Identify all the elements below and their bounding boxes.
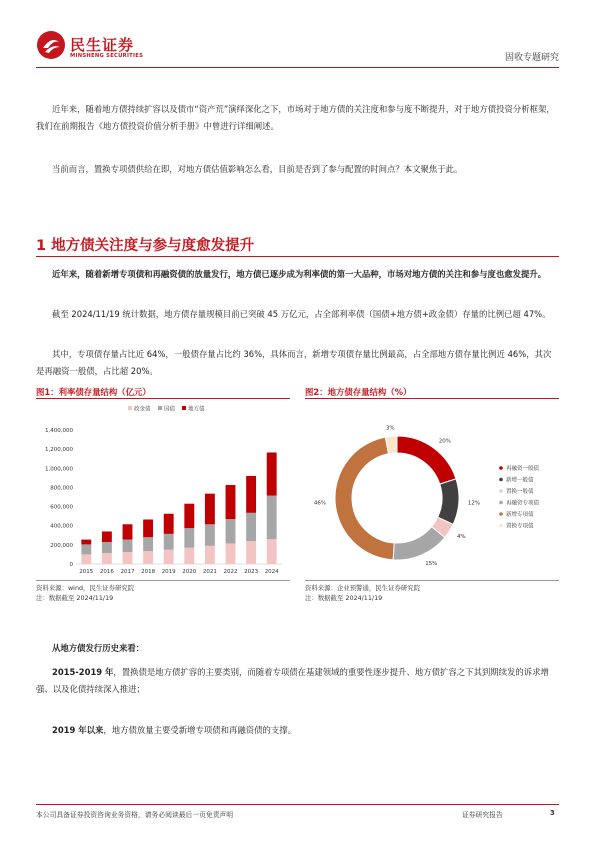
bar-国债-2023: [246, 513, 256, 541]
bar-政金债-2021: [205, 546, 215, 564]
brand-name-cn: 民生证券: [70, 36, 135, 54]
x-tick-label: 2017: [120, 569, 135, 575]
legend-marker-5: [499, 524, 503, 528]
bar-地方债-2022: [226, 485, 236, 519]
figure2-divider: [305, 398, 559, 399]
y-tick-label: 400,000: [50, 523, 73, 530]
section-title: 1 地方债关注度与参与度愈发提升: [36, 238, 255, 254]
bar-地方债-2015: [81, 540, 91, 545]
bar-政金债-2024: [267, 539, 277, 564]
footer-doc-type: 证券研究报告: [462, 811, 503, 819]
figure2-source: 资料来源：企业预警通，民生证券研究院: [305, 584, 421, 592]
section-paragraph-3: 其中，专项债存量占比近 64%，一般债存量占比约 36%，具体而言，新增专项债存量比例最高，占全部地方债存量比例近 46%，其次是再融资一般债，占比超 20%。: [36, 349, 552, 376]
page-number: 3: [550, 809, 555, 817]
bar-地方债-2016: [102, 531, 112, 542]
bar-地方债-2017: [123, 524, 133, 539]
legend-marker-3: [499, 501, 503, 505]
legend-swatch-1: [158, 406, 162, 410]
x-tick-label: 2019: [161, 569, 176, 575]
legend-marker-0: [499, 466, 503, 470]
legend-marker-2: [499, 489, 503, 493]
bar-地方债-2021: [205, 494, 215, 525]
figure2-note: 注：数据截至 2024/11/19: [305, 594, 383, 602]
x-tick-label: 2020: [182, 569, 197, 575]
bar-政金债-2018: [143, 551, 153, 564]
bar-政金债-2020: [184, 548, 194, 564]
legend-label-1: 新增一般债: [506, 477, 534, 484]
bar-地方债-2020: [184, 504, 194, 528]
donut-label-再融资一般债: 20%: [438, 438, 451, 445]
legend-label-2: 置换一般债: [506, 489, 534, 495]
header-divider: [36, 67, 559, 68]
x-tick-label: 2015: [79, 569, 94, 575]
legend-label-1: 国债: [164, 406, 176, 413]
report-type: 固收专题研究: [504, 53, 559, 63]
legend-marker-1: [499, 478, 503, 482]
figure1-note: 注：数据截至 2024/11/19: [36, 594, 114, 602]
donut-slice-新增专项债: [335, 437, 394, 560]
history-heading: 从地方债发行历史来看：: [52, 643, 145, 653]
legend-label-0: 再融资一般债: [506, 466, 540, 472]
bar-国债-2019: [164, 534, 174, 550]
donut-label-置换一般债: 4%: [456, 534, 466, 541]
bar-国债-2020: [184, 528, 194, 548]
x-tick-label: 2018: [141, 569, 156, 575]
legend-label-2: 地方债: [188, 406, 205, 413]
history-p2-lead: 2019 年以来: [52, 725, 104, 735]
section-paragraph-2: 截至 2024/11/19 统计数据，地方债存量规模目前已突破 45 万亿元，占全部利率债（国债+地方债+政金债）存量的比例已超 47%。: [52, 309, 551, 319]
bar-地方债-2019: [164, 514, 174, 534]
bar-政金债-2019: [164, 550, 174, 564]
figure2-title: 图2：地方债存量结构（%）: [305, 387, 412, 397]
figure2-bottom-rule: [305, 580, 559, 581]
bar-政金债-2015: [81, 554, 91, 564]
figure1-bar-chart: [36, 400, 290, 580]
bar-政金债-2017: [123, 552, 133, 564]
bar-政金债-2022: [226, 543, 236, 564]
footer-disclaimer: 本公司具备证券投资咨询业务资格，请务必阅读最后一页免责声明: [36, 811, 234, 819]
bar-国债-2016: [102, 542, 112, 553]
donut-label-新增专项债: 46%: [313, 500, 327, 507]
donut-slice-新增一般债: [438, 479, 459, 525]
y-tick-label: 200,000: [50, 542, 73, 549]
section-lead-paragraph: 近年来，随着新增专项债和再融资债的放量发行，地方债已逐步成为利率债的第一大品种，市场对地方债的关注和参与度也愈发提升。: [52, 269, 547, 279]
donut-slice-再融资专项债: [393, 527, 445, 560]
y-tick-label: 1,200,000: [45, 447, 73, 454]
donut-label-再融资专项债: 15%: [425, 561, 438, 568]
x-tick-label: 2016: [99, 569, 114, 575]
bar-国债-2018: [143, 537, 153, 551]
bar-地方债-2023: [246, 476, 256, 513]
intro-paragraph-1: 近年来，随着地方债持续扩容以及债市“资产荒”演绎深化之下，市场对于地方债的关注度和参与度不断提升，对于地方债投资分析框架，我们在前期报告《地方债投资价值分析手册》中曾进行详细阐述。: [36, 104, 555, 131]
figure1-divider: [36, 398, 290, 399]
y-tick-label: 800,000: [50, 485, 73, 492]
legend-marker-4: [499, 512, 503, 516]
legend-label-0: 政金债: [134, 406, 151, 413]
section-divider: [36, 256, 559, 257]
history-p1-lead: 2015-2019 年: [52, 667, 114, 677]
legend-swatch-0: [128, 406, 132, 410]
figure1-bottom-rule: [36, 580, 290, 581]
legend-label-5: 置换专项债: [506, 523, 534, 530]
bar-政金债-2016: [102, 553, 112, 564]
x-tick-label: 2021: [202, 569, 217, 575]
y-tick-label: 600,000: [50, 504, 73, 511]
figure2-donut-chart: [305, 400, 559, 580]
x-tick-label: 2023: [244, 569, 259, 575]
bar-政金债-2023: [246, 541, 256, 564]
brand-name-en: MINSHENG SECURITIES: [70, 53, 144, 59]
bar-地方债-2024: [267, 452, 277, 495]
donut-label-置换专项债: 3%: [385, 425, 395, 432]
page-header: [36, 30, 559, 70]
legend-label-4: 新增专项债: [506, 512, 534, 518]
bar-地方债-2018: [143, 519, 153, 537]
history-paragraph-1: [36, 664, 559, 698]
history-p2-rest: ，地方债放量主要受新增专项债和再融资债的支撑。: [103, 725, 296, 735]
y-tick-label: 0: [69, 562, 73, 568]
bar-国债-2022: [226, 519, 236, 543]
minsheng-logo-icon: [36, 30, 66, 60]
bar-国债-2015: [81, 544, 91, 554]
intro-paragraph-2: 当前而言，置换专项债供给在即，对地方债估值影响怎么看，目前是否到了参与配置的时间点？本文聚焦于此。: [52, 164, 463, 174]
footer-divider: [36, 804, 559, 805]
donut-label-新增一般债: 12%: [467, 500, 481, 507]
y-tick-label: 1,400,000: [45, 428, 73, 434]
x-tick-label: 2024: [264, 569, 279, 575]
history-paragraph-2: [36, 722, 559, 739]
bar-国债-2021: [205, 524, 215, 546]
bar-国债-2024: [267, 496, 277, 540]
figure1-title: 图1：利率债存量结构（亿元）: [36, 387, 151, 397]
legend-label-3: 再融资专项债: [506, 500, 540, 507]
y-tick-label: 1,000,000: [45, 466, 73, 473]
history-p1-rest: ，置换债是地方债扩容的主要类别，而随着专项债在基建领域的重要性逐步提升、地方债扩容之下其到期续发的诉求增强、以及化债持续深入推进；: [36, 667, 549, 694]
figure1-source: 资料来源：wind，民生证券研究院: [36, 584, 135, 592]
legend-swatch-2: [182, 406, 186, 410]
x-tick-label: 2022: [223, 569, 238, 575]
bar-国债-2017: [123, 540, 133, 552]
